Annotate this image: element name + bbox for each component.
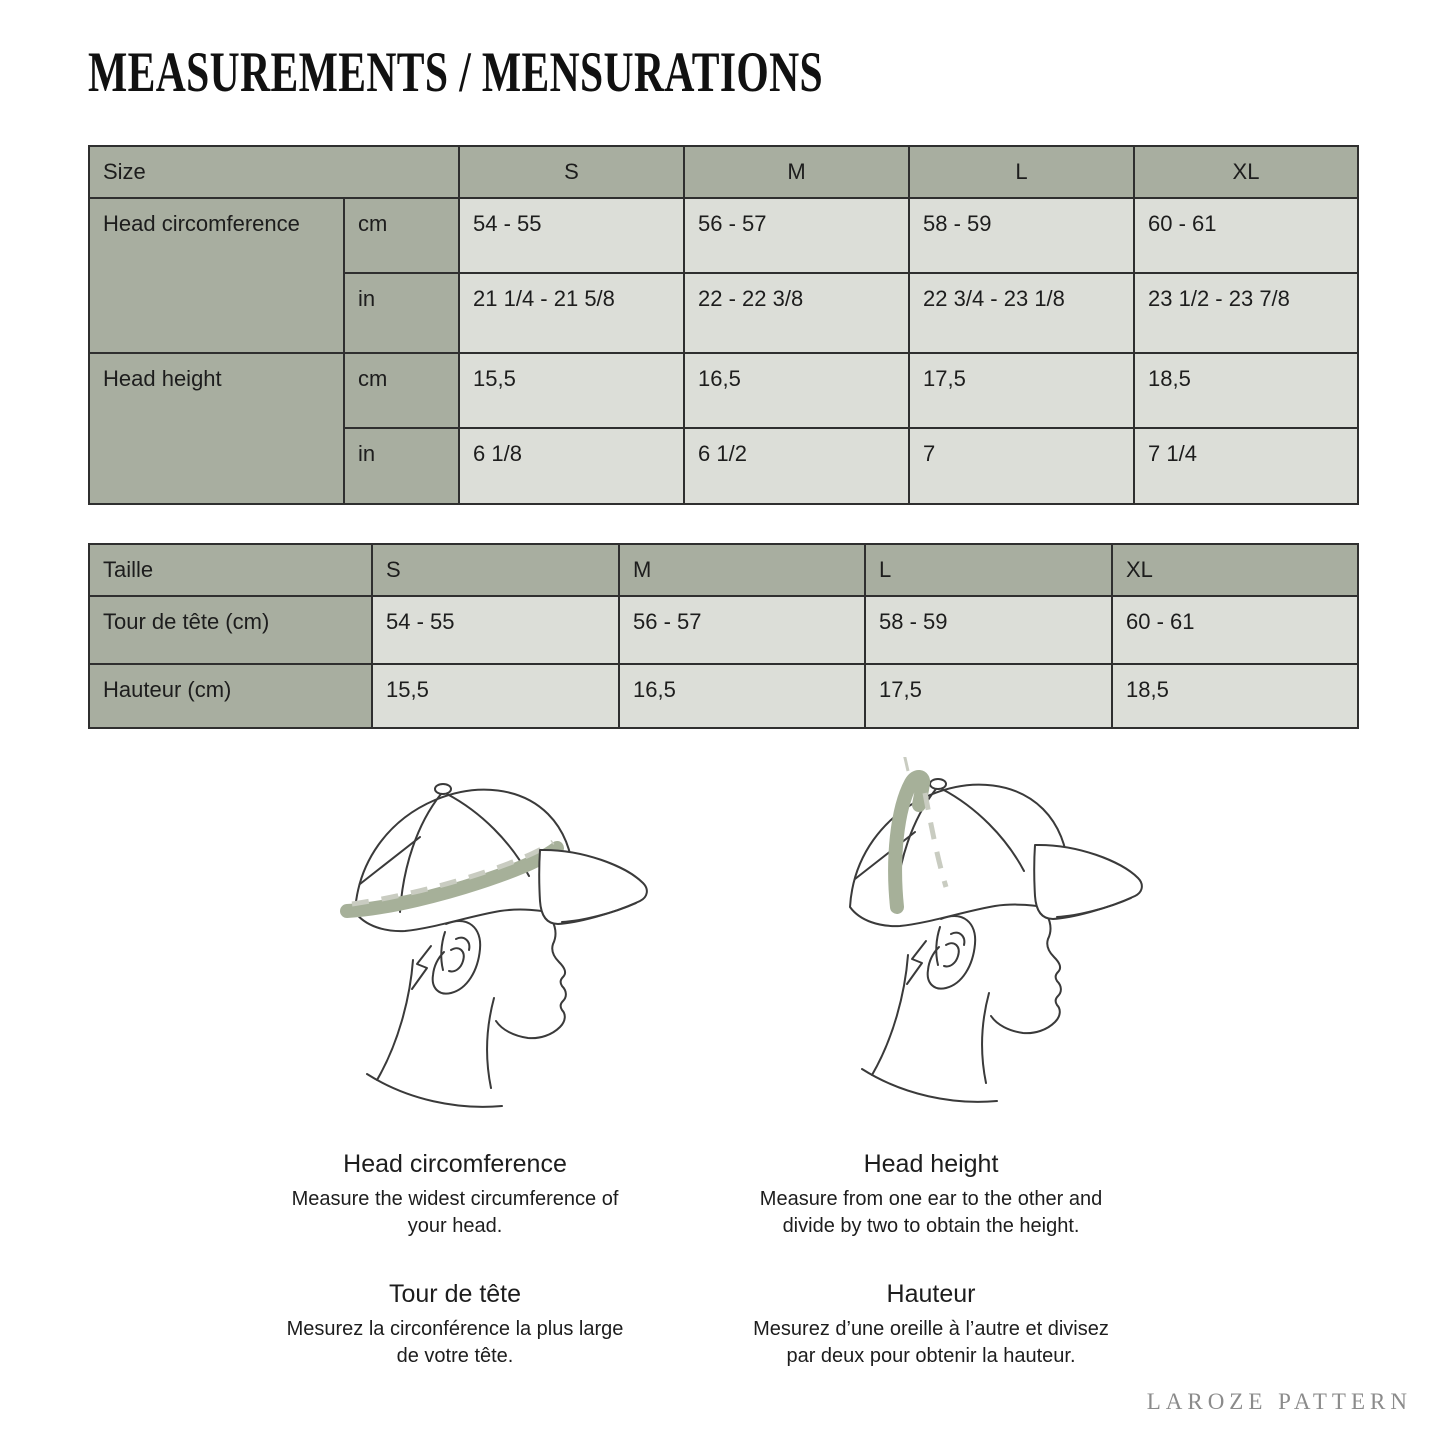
value-cell: 6 1/8	[459, 428, 684, 504]
cap-visor-drawing	[539, 850, 647, 924]
value-cell: 22 - 22 3/8	[684, 273, 909, 353]
caption-head-circumference	[230, 1150, 680, 1240]
size-col-s: S	[459, 146, 684, 198]
caption-line: your head.	[407, 1215, 503, 1237]
caption-line: Mesurez d’une oreille à l’autre et divisez	[753, 1318, 1109, 1340]
unit-cell: cm	[344, 198, 459, 273]
taille-col-l: L	[865, 544, 1112, 596]
caption-line: divide by two to obtain the height.	[782, 1215, 1080, 1237]
value-cell: 6 1/2	[684, 428, 909, 504]
value-cell: 54 - 55	[459, 198, 684, 273]
size-table-en	[88, 145, 1359, 505]
value-cell: 56 - 57	[619, 596, 865, 664]
page-title: MEASUREMENTS / MENSURATIONS	[88, 41, 824, 104]
height-line-top	[903, 757, 908, 771]
value-cell: 15,5	[459, 353, 684, 428]
value-cell: 58 - 59	[909, 198, 1134, 273]
table-row	[89, 596, 1358, 664]
row-label-tour-de-tete: Tour de tête (cm)	[89, 596, 372, 664]
size-header-label: Size	[89, 146, 459, 198]
table-row	[89, 544, 1358, 596]
caption-title: Head height	[863, 1150, 999, 1178]
value-cell: 18,5	[1134, 353, 1358, 428]
caption-tour-de-tete	[230, 1280, 680, 1370]
value-cell: 17,5	[909, 353, 1134, 428]
row-label-head-circumference: Head circomference	[89, 198, 344, 353]
taille-col-s: S	[372, 544, 619, 596]
caption-title: Head circomference	[343, 1150, 567, 1178]
row-label-hauteur: Hauteur (cm)	[89, 664, 372, 728]
caption-hauteur	[706, 1280, 1156, 1370]
head-profile-drawing	[862, 915, 1061, 1102]
size-table-fr	[88, 543, 1359, 729]
value-cell: 60 - 61	[1134, 198, 1358, 273]
taille-col-m: M	[619, 544, 865, 596]
table-row	[89, 664, 1358, 728]
taille-col-xl: XL	[1112, 544, 1358, 596]
taille-header-label: Taille	[89, 544, 372, 596]
unit-cell: cm	[344, 353, 459, 428]
value-cell: 22 3/4 - 23 1/8	[909, 273, 1134, 353]
table-row	[89, 146, 1358, 198]
unit-cell: in	[344, 273, 459, 353]
size-col-m: M	[684, 146, 909, 198]
value-cell: 54 - 55	[372, 596, 619, 664]
value-cell: 56 - 57	[684, 198, 909, 273]
value-cell: 16,5	[684, 353, 909, 428]
value-cell: 58 - 59	[865, 596, 1112, 664]
unit-cell: in	[344, 428, 459, 504]
caption-line: par deux pour obtenir la hauteur.	[786, 1345, 1076, 1367]
value-cell: 18,5	[1112, 664, 1358, 728]
size-col-l: L	[909, 146, 1134, 198]
value-cell: 7 1/4	[1134, 428, 1358, 504]
value-cell: 7	[909, 428, 1134, 504]
head-profile-drawing	[367, 920, 566, 1107]
table-row	[89, 353, 1358, 428]
value-cell: 23 1/2 - 23 7/8	[1134, 273, 1358, 353]
row-label-head-height: Head height	[89, 353, 344, 504]
caption-head-height	[706, 1150, 1156, 1240]
value-cell: 17,5	[865, 664, 1112, 728]
head-circumference-illustration	[300, 762, 680, 1142]
size-col-xl: XL	[1134, 146, 1358, 198]
caption-line: Measure the widest circumference of	[291, 1188, 619, 1210]
caption-line: Mesurez la circonférence la plus large	[286, 1318, 624, 1340]
value-cell: 60 - 61	[1112, 596, 1358, 664]
caption-title: Tour de tête	[388, 1280, 522, 1308]
table-row	[89, 198, 1358, 273]
head-height-illustration	[795, 757, 1175, 1137]
cap-visor-drawing	[1034, 845, 1142, 919]
caption-line: Measure from one ear to the other and	[759, 1188, 1103, 1210]
brand-logo: LAROZE PATTERN	[1146, 1389, 1412, 1414]
value-cell: 15,5	[372, 664, 619, 728]
value-cell: 16,5	[619, 664, 865, 728]
caption-line: de votre tête.	[396, 1345, 514, 1367]
value-cell: 21 1/4 - 21 5/8	[459, 273, 684, 353]
caption-title: Hauteur	[886, 1280, 976, 1308]
